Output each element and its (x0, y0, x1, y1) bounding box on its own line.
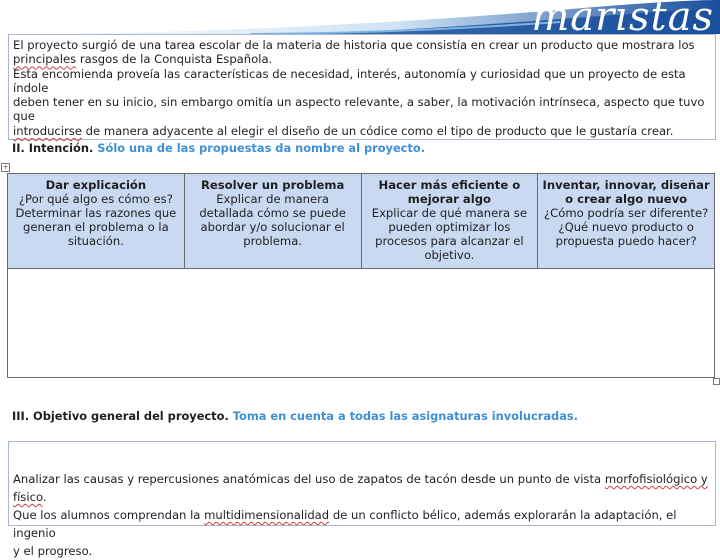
intro-line-text: de manera adyacente al elegir el diseño de un códice como el tipo de producto que le gustaría crear. (81, 123, 674, 138)
objective-text: . (42, 490, 47, 504)
cell-title: Dar explicación (45, 178, 147, 192)
table-cell[interactable] (361, 174, 538, 269)
section-objective-title (12, 409, 578, 423)
intro-line (13, 52, 711, 66)
objective-text: Que los alumnos comprendan la (13, 508, 205, 522)
intention-table (7, 173, 715, 378)
intro-line (13, 124, 711, 138)
header-band (0, 0, 720, 34)
section-heading: II. Intención. (12, 141, 94, 155)
cell-body: ¿Cómo podría ser diferente? ¿Qué nuevo producto o propuesta puedo hacer? (544, 206, 709, 248)
section-hint: Toma en cuenta a todas las asignaturas involucradas. (228, 409, 578, 423)
section-intention-title (12, 141, 425, 155)
intro-box (8, 34, 716, 140)
cell-title: Inventar, innovar, diseñar o crear algo nuevo (542, 178, 710, 206)
intro-line-text: rasgos de la Conquista Española. (76, 52, 273, 67)
table-header-row (8, 174, 715, 269)
intro-line: deben tener en su inicio, sin embargo omitía un aspecto relevante, a saber, la motivación intrínseca, aspecto que tuvo que (13, 95, 705, 124)
table-empty-row (8, 269, 715, 378)
brand-logo: maristas (531, 0, 714, 34)
cell-body: Explicar de manera detallada cómo se puede abordar y/o solucionar el problema. (199, 192, 346, 248)
objective-text: de un conflicto bélico, además explorarán la adaptación, el ingenio (13, 508, 677, 540)
cell-title: Hacer más eficiente o mejorar algo (378, 178, 521, 206)
cell-body: Explicar de qué manera se pueden optimizar los procesos para alcanzar el objetivo. (371, 206, 527, 262)
cell-title: Resolver un problema (200, 178, 345, 192)
section-heading: III. Objetivo general del proyecto. (12, 409, 229, 423)
spellcheck-word: principales (13, 52, 77, 67)
objective-line (13, 506, 711, 542)
resize-handle-icon[interactable] (713, 378, 720, 385)
table-cell[interactable] (184, 174, 361, 269)
objective-box (8, 441, 716, 558)
table-empty-cell[interactable] (8, 269, 715, 378)
intro-line: Esta encomienda proveía las características de necesidad, interés, autonomía y curiosidad que un proyecto de esta índole (13, 66, 686, 95)
spellcheck-word: morfofisiológico y físico (13, 472, 708, 504)
objective-text: Analizar las causas y repercusiones anatómicas del uso de zapatos de tacón desde un punto de vista (13, 472, 605, 486)
spellcheck-word: multidimensionalidad (204, 508, 330, 522)
table-cell[interactable] (538, 174, 715, 269)
section-hint: Sólo una de las propuestas da nombre al proyecto. (93, 141, 426, 155)
objective-line: y el progreso. (13, 544, 93, 558)
table-cell[interactable] (8, 174, 185, 269)
intro-line: El proyecto surgió de una tarea escolar de la materia de historia que consistía en crear un producto que mostrara los (13, 38, 695, 52)
cell-body: ¿Por qué algo es cómo es? Determinar las razones que generan el problema o la situación. (15, 192, 177, 248)
objective-line (13, 470, 711, 506)
spellcheck-word: introducirse (13, 123, 82, 138)
move-handle-icon[interactable]: + (2, 163, 9, 171)
